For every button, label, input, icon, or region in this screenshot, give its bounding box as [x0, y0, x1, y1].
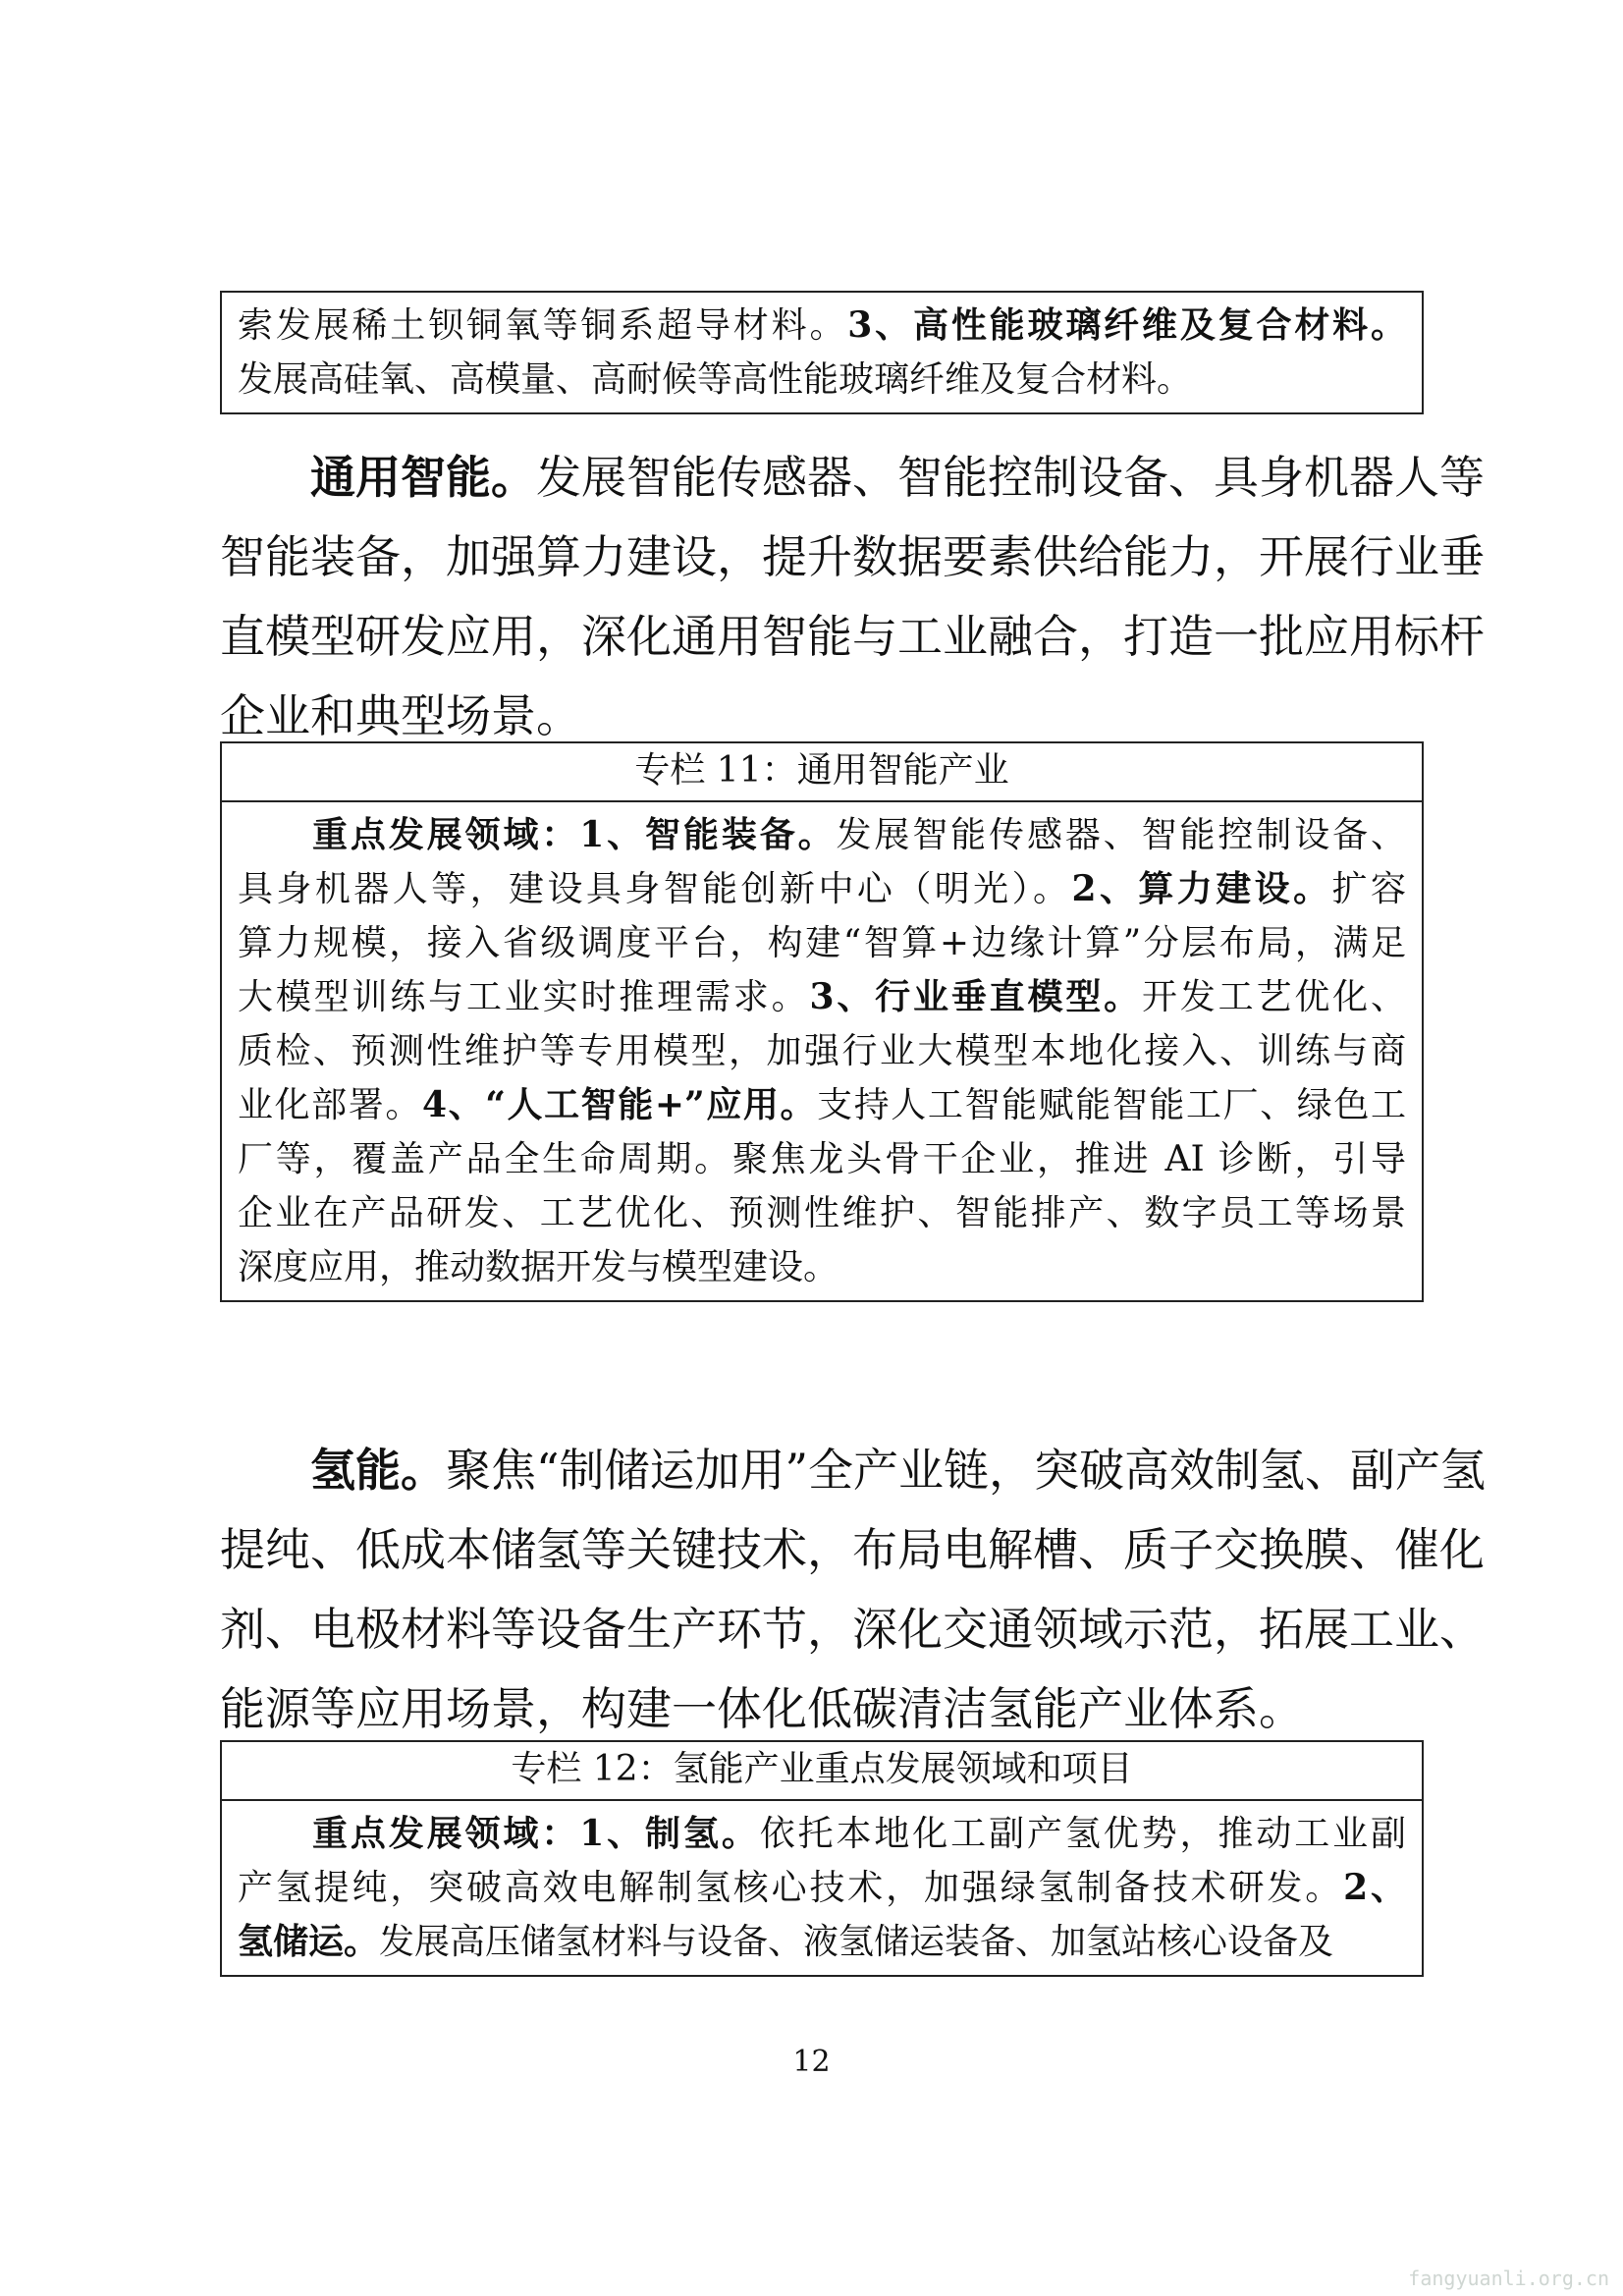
watermark: fangyuanli.org.cn	[1408, 2267, 1609, 2290]
box-line: 算力规模，接入省级调度平台，构建“智算+边缘计算”分层布局，满足	[238, 923, 1406, 963]
box-line: 氢储运。发展高压储氢材料与设备、液氢储运装备、加氢站核心设备及	[238, 1921, 1334, 1962]
continued-box	[220, 291, 1424, 414]
box-line: 厂等，覆盖产品全生命周期。聚焦龙头骨干企业，推进 AI 诊断，引导	[238, 1139, 1406, 1179]
paragraph-lead: 通用智能。	[310, 451, 536, 504]
box-line: 索发展稀土钡铜氧等铜系超导材料。3、高性能玻璃纤维及复合材料。	[238, 304, 1406, 346]
box-line: 大模型训练与工业实时推理需求。3、行业垂直模型。开发工艺优化、	[238, 976, 1406, 1017]
paragraph-line: 通用智能。发展智能传感器、智能控制设备、具身机器人等	[310, 451, 1485, 504]
box-line: 质检、预测性维护等专用模型，加强行业大模型本地化接入、训练与商	[238, 1031, 1406, 1071]
bold-heading: 3、高性能玻璃纤维及复合材料。	[847, 304, 1406, 346]
box-line: 重点发展领域：1、智能装备。发展智能传感器、智能控制设备、	[312, 814, 1406, 855]
paragraph-line: 剂、电极材料等设备生产环节，深化交通领域示范，拓展工业、	[220, 1603, 1485, 1656]
paragraph-line: 直模型研发应用，深化通用智能与工业融合，打造一批应用标杆	[220, 610, 1485, 663]
box-line: 重点发展领域：1、制氢。依托本地化工副产氢优势，推动工业副	[312, 1813, 1406, 1854]
column-title: 专栏 11：通用智能产业	[222, 743, 1422, 802]
box-line: 产氢提纯，突破高效电解制氢核心技术，加强绿氢制备技术研发。2、	[238, 1867, 1406, 1908]
page-number: 12	[792, 2045, 831, 2079]
paragraph-line: 智能装备，加强算力建设，提升数据要素供给能力，开展行业垂	[220, 530, 1485, 583]
column-box-11	[220, 741, 1424, 1302]
box-line: 具身机器人等，建设具身智能创新中心（明光）。2、算力建设。扩容	[238, 868, 1406, 909]
paragraph-line: 氢能。聚焦“制储运加用”全产业链，突破高效制氢、副产氢	[310, 1444, 1487, 1497]
paragraph-line: 提纯、低成本储氢等关键技术，布局电解槽、质子交换膜、催化	[220, 1523, 1485, 1576]
paragraph-hydrogen	[220, 1431, 1487, 1749]
paragraph-line: 能源等应用场景，构建一体化低碳清洁氢能产业体系。	[220, 1682, 1304, 1735]
column-box-12	[220, 1740, 1424, 1977]
paragraph-general-intelligence	[220, 438, 1485, 756]
box-line: 发展高硅氧、高模量、高耐候等高性能玻璃纤维及复合材料。	[238, 359, 1193, 400]
box-line: 业化部署。4、“人工智能+”应用。支持人工智能赋能智能工厂、绿色工	[238, 1084, 1406, 1125]
box-line: 深度应用，推动数据开发与模型建设。	[238, 1247, 839, 1287]
box-line: 企业在产品研发、工艺优化、预测性维护、智能排产、数字员工等场景	[238, 1193, 1406, 1233]
column-title: 专栏 12：氢能产业重点发展领域和项目	[222, 1742, 1422, 1801]
paragraph-lead: 氢能。	[310, 1444, 446, 1497]
paragraph-line: 企业和典型场景。	[220, 689, 581, 742]
